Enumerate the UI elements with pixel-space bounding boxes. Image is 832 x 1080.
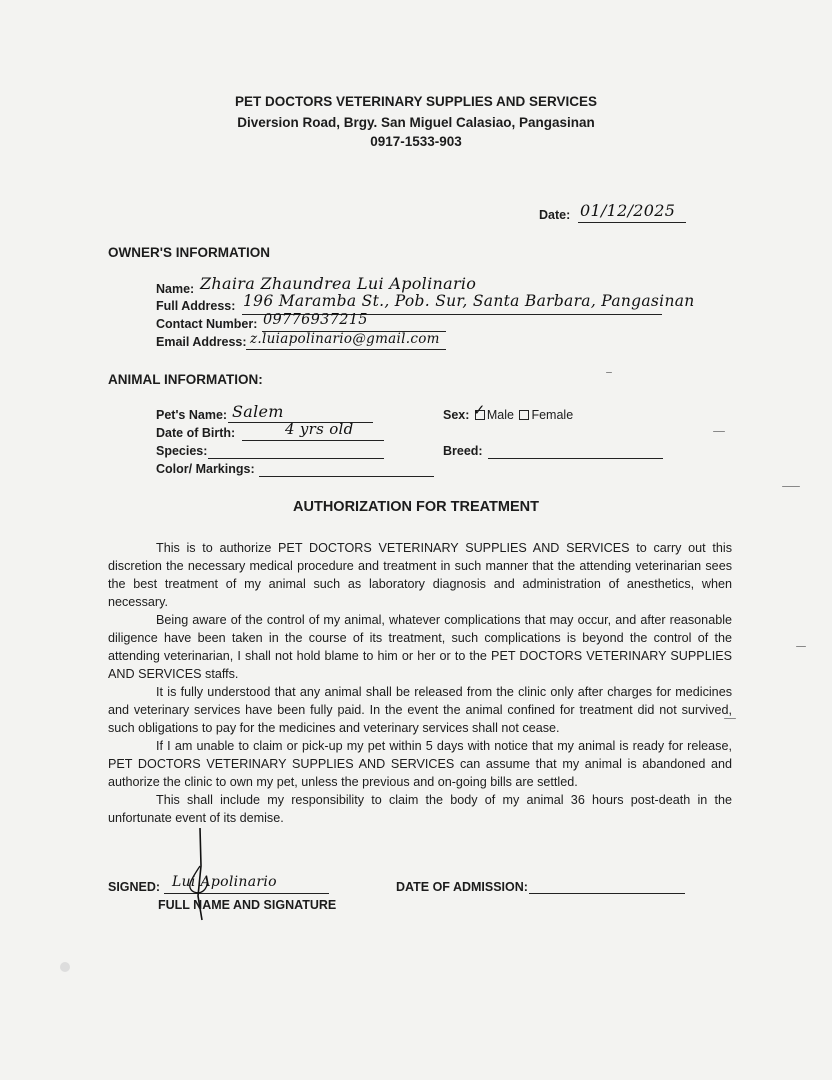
authorization-paragraph-2: Being aware of the control of my animal, whatever complications that may occur, and after reasonable diligence have been taken in the course of its treatment, such complications is beyond the control of the attending veterinarian, I shall not hold blame to him or her or to the PET DOCTORS VETERINARY SUPPLIES AND SERVICES staffs. [108,613,732,681]
sex-male-label: Male [486,408,514,422]
date-label: Date: [539,208,571,222]
clinic-address: Diversion Road, Brgy. San Miguel Calasiao, Pangasinan [237,115,595,130]
breed-label: Breed: [443,444,483,458]
owner-email-value: z.luiapolinario@gmail.com [250,331,440,347]
pet-name-value: Salem [232,402,284,421]
species-line [208,458,384,459]
sex-male-checkbox[interactable] [472,401,487,422]
authorization-paragraph-4: If I am unable to claim or pick-up my pet within 5 days with notice that my animal is ready for release, PET DOCTORS VETERINARY SUPPLIES AND SERVICES can assume that my animal is abandoned and authorize the clinic to own my pet, unless the previous and on-going bills are settled. [108,739,732,789]
sex-field [443,401,574,422]
pet-name-label: Pet's Name: [156,408,228,422]
scan-speck [713,431,725,432]
authorization-paragraph-3: It is fully understood that any animal shall be released from the clinic only after charges for medicines and veterinary services have been fully paid. In the event the animal confined for treatment did not survived, such obligations to pay for the medicines and veterinary services shall not cease. [108,685,732,735]
admission-label: DATE OF ADMISSION: [396,880,528,894]
scan-speck [606,372,612,373]
dob-line [242,440,384,441]
owner-contact-label: Contact Number: [156,317,258,331]
check-mark-icon: ✓ [472,401,486,419]
animal-section-title: ANIMAL INFORMATION: [108,372,263,387]
authorization-paragraph-5: This shall include my responsibility to claim the body of my animal 36 hours post-death in the unfortunate event of its demise. [108,793,732,825]
scan-speck [724,718,736,719]
authorization-body [108,539,732,827]
owner-address-value: 196 Maramba St., Pob. Sur, Santa Barbara, Pangasinan [243,292,695,310]
signature-caption: FULL NAME AND SIGNATURE [158,898,337,912]
scan-speck [782,486,800,487]
color-markings-label: Color/ Markings: [156,462,255,476]
signed-label: SIGNED: [108,880,161,894]
owner-contact-value: 09776937215 [263,312,368,328]
owner-name-value: Zhaira Zhaundrea Lui Apolinario [200,274,477,293]
authorization-paragraph-1: This is to authorize PET DOCTORS VETERINARY SUPPLIES AND SERVICES to carry out this discretion the necessary medical procedure and treatment in such manner that the attending veterinarian sees the best treatment of my animal such as laboratory diagnosis and administration of anesthetics, when necessary. [108,541,732,609]
date-line [578,222,686,223]
authorization-title: AUTHORIZATION FOR TREATMENT [293,499,539,515]
signature-value: Lui Apolinario [172,874,277,890]
owner-section-title: OWNER'S INFORMATION [108,245,270,260]
sex-label: Sex: [443,408,470,422]
owner-email-label: Email Address: [156,335,247,349]
color-markings-line [259,476,434,477]
species-label: Species: [156,444,208,458]
dob-value: 4 yrs old [285,420,354,438]
dob-label: Date of Birth: [156,426,236,440]
sex-female-checkbox[interactable] [519,410,529,420]
scan-speck [60,962,70,972]
clinic-name: PET DOCTORS VETERINARY SUPPLIES AND SERVICES [234,94,598,109]
owner-name-label: Name: [156,282,195,296]
breed-line [488,458,663,459]
clinic-phone: 0917-1533-903 [370,134,462,149]
scan-speck [796,646,806,647]
admission-line [529,893,685,894]
sex-female-label: Female [531,408,574,422]
date-value: 01/12/2025 [580,201,676,220]
owner-address-label: Full Address: [156,299,236,313]
owner-email-line [246,349,446,350]
